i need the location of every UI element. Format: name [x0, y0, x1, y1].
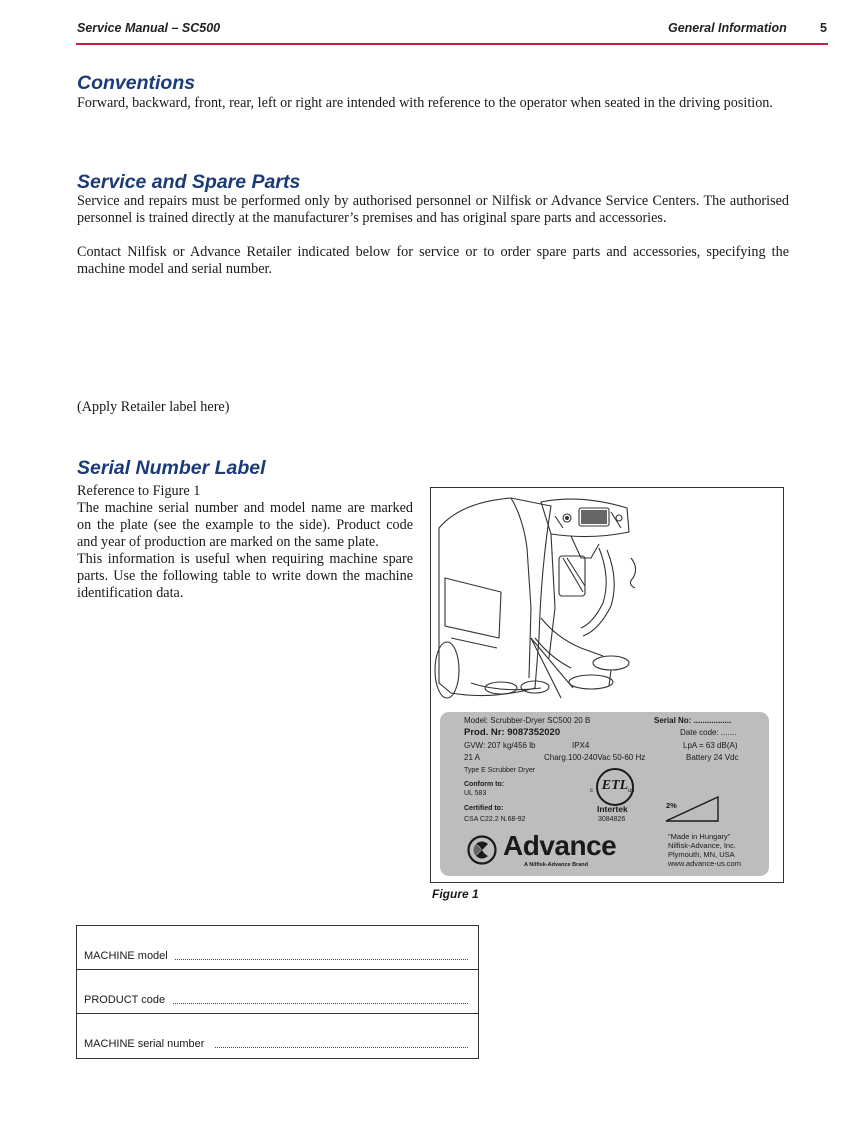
conventions-heading: Conventions	[77, 72, 196, 94]
plate-date-code: Date code: .......	[680, 728, 737, 737]
machine-serial-label: MACHINE serial number	[84, 1038, 205, 1050]
plate-prod-nr: Prod. Nr: 9087352020	[464, 727, 561, 738]
machine-serial-field[interactable]	[215, 1046, 468, 1048]
serial-text: Reference to Figure 1 The machine serial number and model name are marked on the plate (see the example to the side). Product code and year of production are marked on the same plate. This information is useful when requiring machine spare parts. Use the following table to write down the machine identification data.	[77, 483, 413, 601]
etl-listed-mark	[596, 768, 634, 806]
plate-battery: Battery 24 Vdc	[686, 753, 739, 762]
etl-letters: ETL	[601, 778, 629, 793]
serial-number-plate	[440, 712, 769, 876]
plate-intertek: Intertek	[597, 804, 628, 814]
product-code-label: PRODUCT code	[84, 994, 166, 1006]
plate-slope: 2%	[666, 801, 677, 810]
plate-charger: Charg.100-240Vac 50-60 Hz	[544, 753, 646, 762]
service-text-2: Contact Nilfisk or Advance Retailer indicated below for service or to order spare parts and accessories, specifying the machine model and serial number.	[77, 244, 789, 277]
plate-amps: 21 A	[464, 753, 481, 762]
plate-ipx: IPX4	[572, 741, 590, 750]
plate-made-in: "Made in Hungary"	[668, 832, 731, 841]
conventions-text: Forward, backward, front, rear, left or right are intended with reference to the operator when seated in the driving position.	[77, 95, 773, 111]
running-header-left: Service Manual – SC500	[77, 21, 221, 35]
etl-c-mark: c	[590, 788, 593, 794]
service-heading: Service and Spare Parts	[77, 171, 301, 193]
plate-intertek-no: 3084826	[598, 816, 626, 823]
plate-gvw: GVW: 207 kg/456 lb	[464, 741, 536, 750]
plate-brand: Advance	[503, 830, 617, 861]
plate-certified-value: CSA C22.2 N.68-92	[464, 816, 526, 823]
advance-logo-icon	[467, 835, 497, 865]
plate-serial-no: Serial No: .................	[654, 716, 732, 725]
retailer-label-note: (Apply Retailer label here)	[77, 399, 230, 415]
machine-model-field[interactable]	[175, 958, 468, 960]
etl-us-mark: us	[628, 788, 635, 794]
page-number: 5	[820, 21, 827, 35]
plate-web: www.advance-us.com	[668, 859, 741, 868]
plate-brand-sub: A Nilfisk-Advance Brand	[524, 862, 588, 868]
table-row	[77, 1014, 478, 1057]
header-rule	[76, 43, 828, 45]
figure-caption: Figure 1	[432, 887, 479, 901]
service-text-1: Service and repairs must be performed only by authorised personnel or Nilfisk or Advance Service Centers. The authorised personnel is trained directly at the manufacturer’s premises and has original spare parts and accessories.	[77, 193, 789, 226]
plate-conform-value: UL 583	[464, 790, 487, 797]
table-row	[77, 970, 478, 1014]
plate-model: Model: Scrubber-Dryer SC500 20 B	[464, 716, 591, 725]
plate-type: Type E Scrubber Dryer	[464, 767, 536, 774]
plate-company: Nilfisk-Advance, Inc.	[668, 841, 736, 850]
running-header-right: General Information	[668, 21, 787, 35]
plate-certified-label: Certified to:	[464, 805, 504, 812]
product-code-field[interactable]	[173, 1002, 468, 1004]
serial-heading: Serial Number Label	[77, 457, 266, 479]
plate-city: Plymouth, MN, USA	[668, 850, 735, 859]
table-row	[77, 926, 478, 970]
machine-model-label: MACHINE model	[84, 950, 168, 962]
slope-triangle-icon	[664, 795, 722, 823]
plate-conform-label: Conform to:	[464, 781, 505, 788]
plate-lpa: LpA = 63 dB(A)	[683, 741, 738, 750]
identification-table	[76, 925, 479, 1059]
